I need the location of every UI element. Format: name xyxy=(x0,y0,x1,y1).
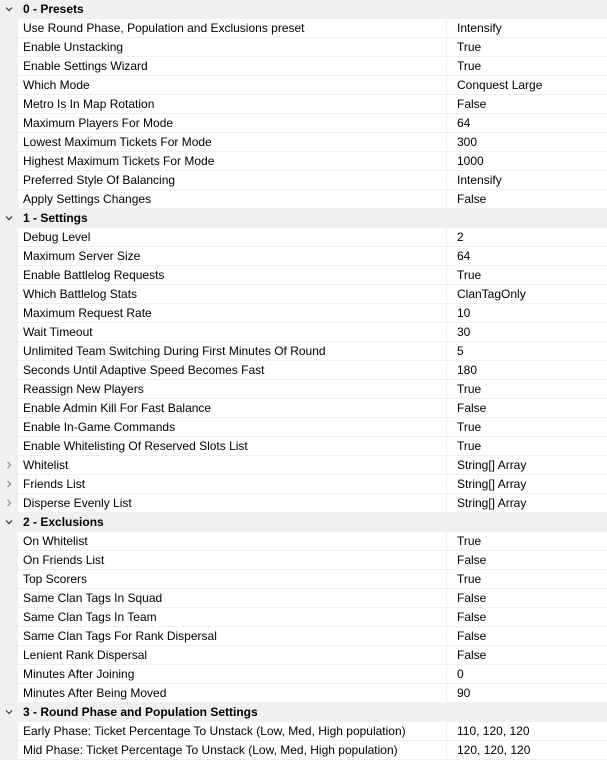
property-name: Top Scorers xyxy=(18,570,447,588)
property-name: Enable In-Game Commands xyxy=(18,418,447,436)
property-name: Reassign New Players xyxy=(18,380,447,398)
property-row[interactable] xyxy=(0,380,607,399)
category-label: 2 - Exclusions xyxy=(23,515,104,529)
row-gutter xyxy=(0,266,18,284)
row-gutter xyxy=(0,589,18,607)
row-gutter xyxy=(0,247,18,265)
property-value[interactable]: String[] Array xyxy=(457,496,527,510)
property-name: Friends List xyxy=(18,475,447,493)
property-row[interactable] xyxy=(0,38,607,57)
property-name: Apply Settings Changes xyxy=(18,190,447,208)
row-gutter xyxy=(0,304,18,322)
property-value[interactable]: True xyxy=(457,439,482,453)
property-value[interactable]: False xyxy=(457,553,487,567)
property-row[interactable] xyxy=(0,266,607,285)
property-row[interactable] xyxy=(0,171,607,190)
property-value[interactable]: 180 xyxy=(457,363,478,377)
property-value[interactable]: ClanTagOnly xyxy=(457,287,526,301)
property-value[interactable]: 0 xyxy=(457,667,464,681)
property-row[interactable] xyxy=(0,228,607,247)
row-gutter xyxy=(0,722,18,740)
row-gutter xyxy=(0,323,18,341)
property-name: Minutes After Being Moved xyxy=(18,684,447,702)
row-gutter xyxy=(0,418,18,436)
property-value[interactable]: 64 xyxy=(457,249,471,263)
property-value[interactable]: 1000 xyxy=(457,154,484,168)
row-gutter xyxy=(0,342,18,360)
property-name: Lenient Rank Dispersal xyxy=(18,646,447,664)
row-gutter xyxy=(0,285,18,303)
property-value[interactable]: 30 xyxy=(457,325,471,339)
chevron-down-icon[interactable] xyxy=(0,209,18,227)
row-gutter xyxy=(0,437,18,455)
property-value[interactable]: Intensify xyxy=(457,21,502,35)
property-value[interactable]: 64 xyxy=(457,116,471,130)
row-gutter xyxy=(0,380,18,398)
property-value[interactable]: True xyxy=(457,40,482,54)
property-row[interactable] xyxy=(0,570,607,589)
property-value[interactable]: 5 xyxy=(457,344,464,358)
property-row[interactable] xyxy=(0,532,607,551)
property-value[interactable]: True xyxy=(457,572,482,586)
category-row[interactable] xyxy=(0,209,607,228)
row-gutter xyxy=(0,95,18,113)
property-name: Same Clan Tags In Team xyxy=(18,608,447,626)
property-row[interactable] xyxy=(0,551,607,570)
row-gutter xyxy=(0,57,18,75)
property-row[interactable] xyxy=(0,304,607,323)
property-row[interactable] xyxy=(0,456,607,475)
property-name: Preferred Style Of Balancing xyxy=(18,171,447,189)
property-row[interactable] xyxy=(0,19,607,38)
property-row[interactable] xyxy=(0,247,607,266)
row-gutter xyxy=(0,570,18,588)
property-value[interactable]: Intensify xyxy=(457,173,502,187)
property-value[interactable]: 10 xyxy=(457,306,471,320)
row-gutter xyxy=(0,551,18,569)
row-gutter xyxy=(0,399,18,417)
property-name: On Whitelist xyxy=(18,532,447,550)
category-label: 3 - Round Phase and Population Settings xyxy=(23,705,258,719)
property-value[interactable]: False xyxy=(457,648,487,662)
row-gutter xyxy=(0,684,18,702)
property-name: Same Clan Tags For Rank Dispersal xyxy=(18,627,447,645)
property-value[interactable]: 110, 120, 120 xyxy=(457,724,530,738)
property-row[interactable] xyxy=(0,741,607,760)
property-name: Lowest Maximum Tickets For Mode xyxy=(18,133,447,151)
property-value[interactable]: Conquest Large xyxy=(457,78,543,92)
property-name: Which Mode xyxy=(18,76,447,94)
row-gutter xyxy=(0,361,18,379)
row-gutter xyxy=(0,133,18,151)
property-row[interactable] xyxy=(0,95,607,114)
property-value[interactable]: True xyxy=(457,268,482,282)
property-row[interactable] xyxy=(0,684,607,703)
property-name: Which Battlelog Stats xyxy=(18,285,447,303)
property-row[interactable] xyxy=(0,646,607,665)
category-row[interactable] xyxy=(0,513,607,532)
property-name: Debug Level xyxy=(18,228,447,246)
property-name: Mid Phase: Ticket Percentage To Unstack (Low, Med, High population) xyxy=(18,741,447,759)
property-name: Early Phase: Ticket Percentage To Unstack (Low, Med, High population) xyxy=(18,722,447,740)
property-name: Enable Unstacking xyxy=(18,38,447,56)
property-name: Enable Admin Kill For Fast Balance xyxy=(18,399,447,417)
property-value[interactable]: True xyxy=(457,59,482,73)
property-row[interactable] xyxy=(0,399,607,418)
property-row[interactable] xyxy=(0,57,607,76)
property-name: Enable Settings Wizard xyxy=(18,57,447,75)
property-row[interactable] xyxy=(0,76,607,95)
property-row[interactable] xyxy=(0,437,607,456)
row-gutter xyxy=(0,646,18,664)
property-name: Disperse Evenly List xyxy=(18,494,447,512)
property-value[interactable]: False xyxy=(457,97,487,111)
row-gutter xyxy=(0,608,18,626)
property-name: Enable Battlelog Requests xyxy=(18,266,447,284)
property-name: Minutes After Joining xyxy=(18,665,447,683)
category-label: 1 - Settings xyxy=(23,211,88,225)
property-value[interactable]: False xyxy=(457,629,487,643)
property-row[interactable] xyxy=(0,285,607,304)
property-name: Maximum Server Size xyxy=(18,247,447,265)
row-gutter xyxy=(0,38,18,56)
property-value[interactable]: False xyxy=(457,610,487,624)
property-row[interactable] xyxy=(0,361,607,380)
property-name: Maximum Request Rate xyxy=(18,304,447,322)
row-gutter xyxy=(0,190,18,208)
row-gutter xyxy=(0,228,18,246)
category-row[interactable] xyxy=(0,703,607,722)
category-label: 0 - Presets xyxy=(23,2,84,16)
property-name: Wait Timeout xyxy=(18,323,447,341)
property-name: Maximum Players For Mode xyxy=(18,114,447,132)
property-name: Same Clan Tags In Squad xyxy=(18,589,447,607)
property-row[interactable] xyxy=(0,133,607,152)
property-name: Metro Is In Map Rotation xyxy=(18,95,447,113)
property-name: Use Round Phase, Population and Exclusions preset xyxy=(18,19,447,37)
property-value[interactable]: False xyxy=(457,591,487,605)
row-gutter xyxy=(0,741,18,759)
chevron-down-icon[interactable] xyxy=(0,513,18,531)
property-row[interactable] xyxy=(0,722,607,741)
property-value[interactable]: 90 xyxy=(457,686,471,700)
property-row[interactable] xyxy=(0,418,607,437)
chevron-down-icon[interactable] xyxy=(0,0,18,18)
chevron-down-icon[interactable] xyxy=(0,703,18,721)
row-gutter xyxy=(0,76,18,94)
property-name: Enable Whitelisting Of Reserved Slots List xyxy=(18,437,447,455)
property-value[interactable]: True xyxy=(457,382,482,396)
chevron-right-icon[interactable] xyxy=(0,475,18,493)
row-gutter xyxy=(0,19,18,37)
property-row[interactable] xyxy=(0,608,607,627)
row-gutter xyxy=(0,627,18,645)
property-row[interactable] xyxy=(0,589,607,608)
property-value[interactable]: 300 xyxy=(457,135,478,149)
property-row[interactable] xyxy=(0,114,607,133)
property-row[interactable] xyxy=(0,342,607,361)
property-name: Unlimited Team Switching During First Minutes Of Round xyxy=(18,342,447,360)
chevron-right-icon[interactable] xyxy=(0,456,18,474)
row-gutter xyxy=(0,532,18,550)
property-value[interactable]: False xyxy=(457,401,487,415)
property-value[interactable]: String[] Array xyxy=(457,458,527,472)
property-value[interactable]: True xyxy=(457,534,482,548)
property-value[interactable]: False xyxy=(457,192,487,206)
property-row[interactable] xyxy=(0,475,607,494)
property-row[interactable] xyxy=(0,494,607,513)
property-name: Highest Maximum Tickets For Mode xyxy=(18,152,447,170)
row-gutter xyxy=(0,171,18,189)
property-row[interactable] xyxy=(0,323,607,342)
row-gutter xyxy=(0,114,18,132)
category-row[interactable] xyxy=(0,0,607,19)
row-gutter xyxy=(0,152,18,170)
property-name: On Friends List xyxy=(18,551,447,569)
property-value[interactable]: 120, 120, 120 xyxy=(457,743,531,757)
chevron-right-icon[interactable] xyxy=(0,494,18,512)
property-value[interactable]: True xyxy=(457,420,482,434)
property-name: Whitelist xyxy=(18,456,447,474)
property-row[interactable] xyxy=(0,627,607,646)
property-row[interactable] xyxy=(0,152,607,171)
property-value[interactable]: 2 xyxy=(457,230,464,244)
property-row[interactable] xyxy=(0,190,607,209)
property-value[interactable]: String[] Array xyxy=(457,477,527,491)
property-row[interactable] xyxy=(0,665,607,684)
property-name: Seconds Until Adaptive Speed Becomes Fast xyxy=(18,361,447,379)
row-gutter xyxy=(0,665,18,683)
